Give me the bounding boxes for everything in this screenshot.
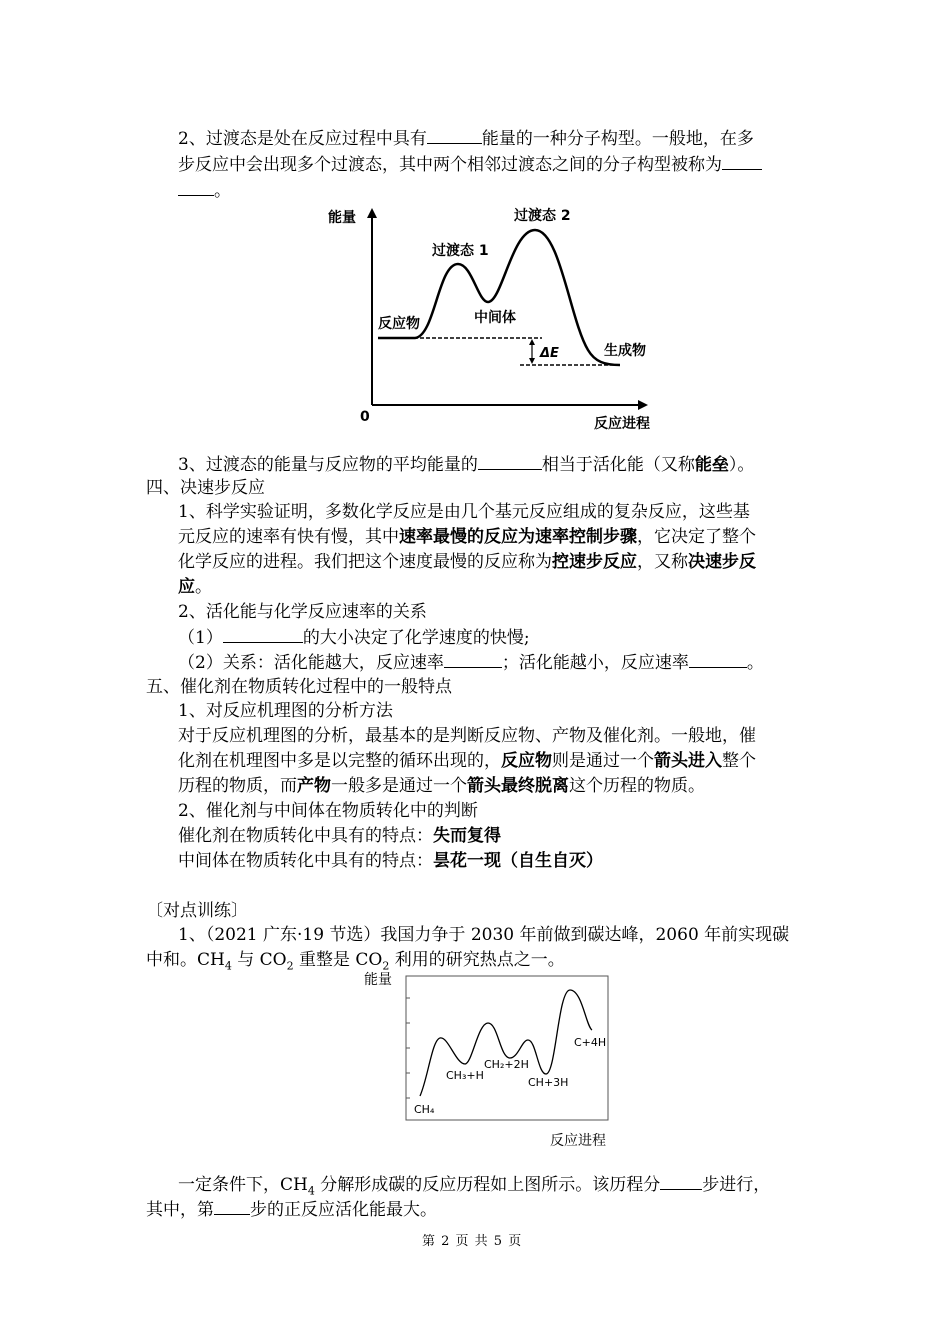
sec4-p1-line4 [178, 575, 212, 599]
sec4-p1-l4b: 。 [195, 577, 212, 597]
sec5-p1-l3c: 一般多是通过一个 [331, 776, 467, 796]
sec5-p1-l2c: 则是通过一个 [552, 751, 654, 771]
blank-8[interactable] [214, 1197, 250, 1215]
sec5-p1-l2e: 整个 [722, 751, 756, 771]
fig2-ch3h-label: CH₃+H [446, 1069, 484, 1082]
s2-text-b: 能量的一种分子构型。一般地，在多 [481, 129, 754, 149]
sec4-p2-2c: 。 [746, 653, 764, 673]
sec4-p1-l3b: 控速步反应 [552, 552, 637, 572]
blank-6[interactable] [689, 650, 747, 668]
q1-l3b: 分解形成碳的反应历程如上图所示。该历程分 [314, 1175, 661, 1195]
sec4-p2-2a: （2）关系：活化能越大，反应速率 [178, 653, 444, 673]
sec4-p2-item1 [178, 625, 530, 650]
q1-sub2: 2 [286, 959, 294, 973]
q1-sub3: 2 [382, 959, 390, 973]
x-axis-arrow [638, 400, 648, 410]
s2-end: 。 [214, 181, 231, 201]
sec4-p2-2b: ；活化能越小，反应速率 [501, 653, 689, 673]
sec4-p2-1a: （1） [178, 628, 223, 648]
sec4-p1-l4a: 应 [178, 577, 195, 597]
sec4-p1-l2b: 速率最慢的反应为速率控制步骤 [399, 527, 637, 547]
y-axis-arrow [367, 208, 377, 218]
sec5-p1-line1: 对于反应机理图的分析，最基本的是判断反应物、产物及催化剂。一般地，催 [178, 726, 756, 746]
fig2-ch2-2h-label: CH₂+2H [484, 1058, 529, 1071]
sec5-p2-l1b: 失而复得 [433, 826, 501, 846]
s2-text-2: 步反应中会出现多个过渡态，其中两个相邻过渡态之间的分子构型被称为 [178, 155, 722, 175]
fig2-c-4h-label: C+4H [574, 1036, 607, 1049]
sec5-p1-line3 [178, 774, 705, 798]
s3-bold-energy-barrier: 能垒 [694, 455, 729, 475]
sec5-p2-l1a: 催化剂在物质转化中具有的特点： [178, 826, 433, 846]
sec5-p1-l3a: 历程的物质，而 [178, 776, 297, 796]
fig1-ylabel: 能量 [328, 210, 356, 226]
sec4-p1-l3a: 化学反应的进程。我们把这个速度最慢的反应称为 [178, 552, 552, 572]
fig2-ch4-label: CH₄ [414, 1103, 435, 1116]
blank-7[interactable] [660, 1172, 702, 1190]
blank-3[interactable] [478, 452, 542, 470]
s2-line-1 [178, 126, 754, 151]
sec5-p1-l2b: 反应物 [501, 751, 552, 771]
blank-2b[interactable] [178, 178, 214, 196]
page-footer: 第 2 页 共 5 页 [422, 1234, 523, 1249]
sec4-p2-item2 [178, 650, 764, 675]
sec5-p1-line2 [178, 749, 756, 773]
sec5-p2-l2b: 昙花一现（自生自灭） [433, 851, 603, 871]
blank-2a[interactable] [722, 152, 762, 170]
q1-l2b: 与 CO [231, 950, 287, 970]
s2-line-2 [178, 152, 762, 177]
practice-heading: 〔对点训练〕 [146, 901, 248, 921]
q1-l4a: 其中，第 [146, 1200, 214, 1220]
fig1-origin: 0 [360, 409, 370, 425]
sec5-p1-l3b: 产物 [297, 776, 331, 796]
q1-l2c: 重整是 CO [293, 950, 383, 970]
q1-l3c: 步进行， [702, 1175, 771, 1195]
fig1-product-label: 生成物 [604, 343, 646, 359]
s3-text-d: ）。 [728, 455, 755, 475]
sec5-p2-l2a: 中间体在物质转化中具有的特点： [178, 851, 433, 871]
sec4-p1-line3 [178, 550, 756, 574]
q1-l3a: 一定条件下，CH [178, 1175, 308, 1195]
q1-sub1: 4 [224, 959, 232, 973]
fig1-intermediate-label: 中间体 [474, 310, 516, 326]
fig1-delta-e-label: ΔE [540, 346, 559, 361]
sec5-p1-heading: 1、对反应机理图的分析方法 [178, 701, 393, 721]
fig1-reactant-label: 反应物 [378, 316, 420, 332]
s3-line [178, 452, 754, 477]
fig1-ts1-label: 过渡态 1 [432, 243, 489, 259]
s2-line-3 [178, 178, 231, 203]
blank-5[interactable] [444, 650, 502, 668]
sec4-p1-l2c: ，它决定了整个 [637, 527, 756, 547]
sec4-p1-l3d: 决速步反 [688, 552, 756, 572]
sec4-p1-line2 [178, 525, 756, 549]
s3-text-a: 3、过渡态的能量与反应物的平均能量的 [178, 455, 478, 475]
fig2-ch-3h-label: CH+3H [528, 1076, 569, 1089]
fig2-ylabel: 能量 [364, 972, 392, 988]
q1-l3-sub: 4 [307, 1184, 315, 1198]
sec4-p2-heading: 2、活化能与化学反应速率的关系 [178, 602, 427, 622]
q1-l4b: 步的正反应活化能最大。 [250, 1200, 437, 1220]
delta-e-arrow-up [529, 339, 535, 345]
sec5-p1-l3e: 这个历程的物质。 [569, 776, 705, 796]
sec5-p1-l3d: 箭头最终脱离 [467, 776, 569, 796]
sec4-p1-l3c: ，又称 [637, 552, 688, 572]
ch4-decomposition-figure [360, 968, 630, 1153]
energy-profile-figure [320, 200, 660, 440]
fig1-xlabel: 反应进程 [594, 416, 650, 432]
s3-text-b: 相当于活化能（又称 [541, 455, 695, 475]
sec4-p2-1b: 的大小决定了化学速度的快慢; [302, 628, 530, 648]
s2-text-a: 2、过渡态是处在反应过程中具有 [178, 129, 427, 149]
sec5-heading: 五、催化剂在物质转化过程中的一般特点 [146, 677, 452, 697]
energy-curve [378, 230, 620, 365]
delta-e-arrow-down [529, 358, 535, 364]
blank-1[interactable] [427, 126, 482, 144]
sec5-p2-line1 [178, 824, 501, 848]
sec4-p1-line1: 1、科学实验证明，多数化学反应是由几个基元反应组成的复杂反应，这些基 [178, 502, 750, 522]
sec5-p2-heading: 2、催化剂与中间体在物质转化中的判断 [178, 801, 478, 821]
practice-q1-line1: 1、（2021 广东·19 节选）我国力争于 2030 年前做到碳达峰，2060 年前实现碳 [178, 925, 790, 945]
sec5-p2-line2 [178, 849, 603, 873]
sec4-heading: 四、决速步反应 [146, 478, 265, 498]
q1-l2d: 利用的研究热点之一。 [389, 950, 565, 970]
sec4-p1-l2a: 元反应的速率有快有慢，其中 [178, 527, 399, 547]
practice-q1-line4 [146, 1197, 437, 1222]
fig2-xlabel: 反应进程 [550, 1133, 606, 1149]
sec5-p1-l2d: 箭头进入 [654, 751, 722, 771]
sec5-p1-l2a: 化剂在机理图中多是以完整的循环出现的， [178, 751, 501, 771]
blank-4[interactable] [223, 625, 303, 643]
fig1-ts2-label: 过渡态 2 [514, 208, 571, 224]
q1-l2a: 中和。CH [146, 950, 225, 970]
